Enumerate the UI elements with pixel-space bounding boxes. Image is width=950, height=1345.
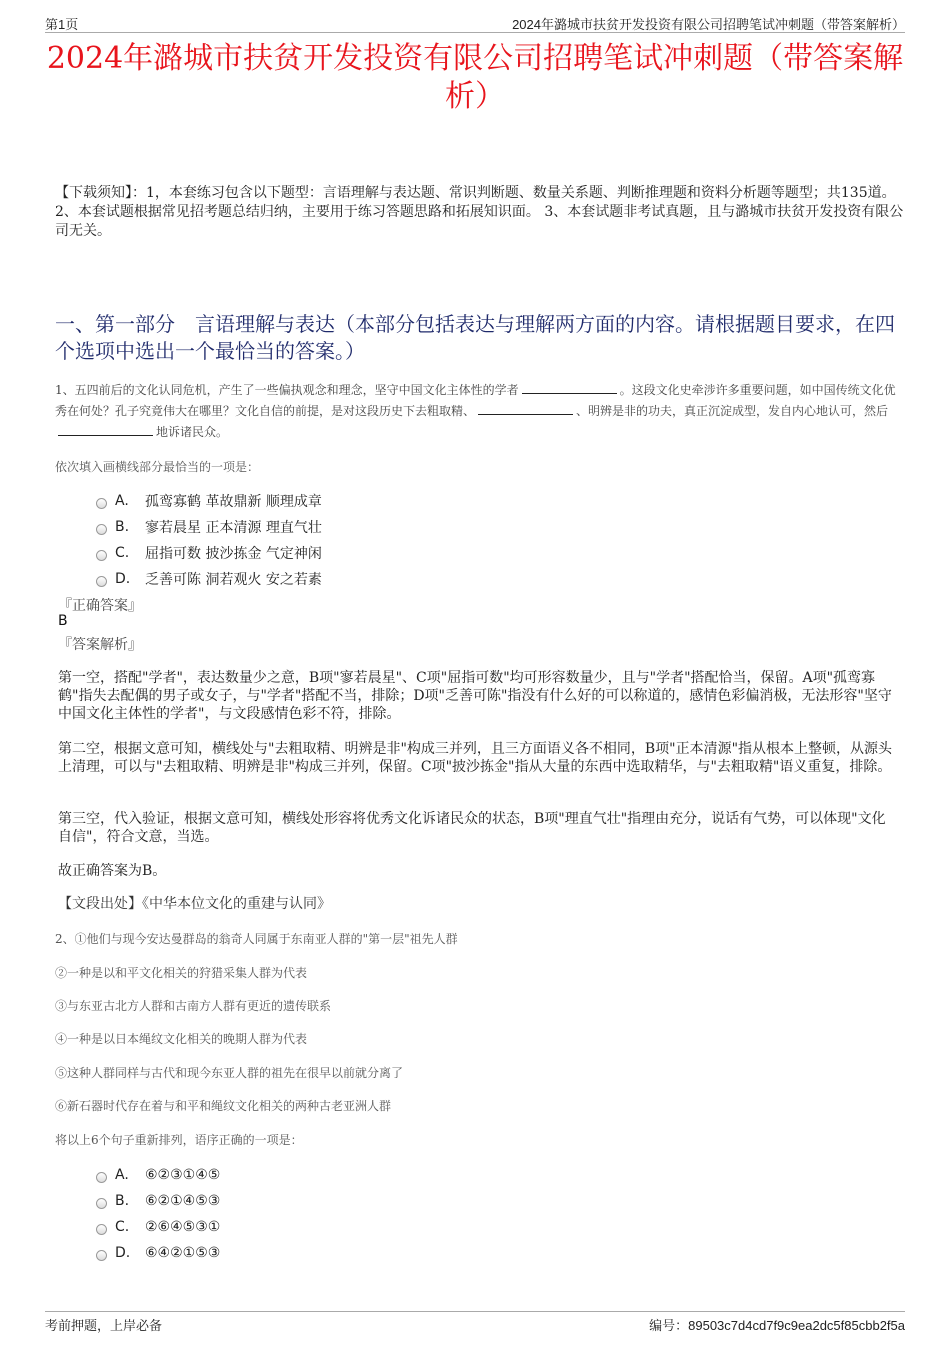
- page-header: [45, 12, 905, 33]
- answer-analysis-label: 『答案解析』: [58, 637, 142, 653]
- section-heading: 一、第一部分 言语理解与表达（本部分包括表达与理解两方面的内容。请根据题目要求，在四个选项中选出一个最恰当的答案。）: [55, 312, 895, 363]
- option-text: 屈指可数 披沙拣金 气定神闲: [145, 546, 322, 562]
- option-text: 乏善可陈 洞若观火 安之若素: [145, 572, 322, 588]
- radio-button[interactable]: [96, 498, 107, 509]
- question-2-prompt: 将以上6个句子重新排列，语序正确的一项是：: [55, 1133, 303, 1147]
- option-a[interactable]: [96, 1162, 220, 1188]
- option-text: ⑥②③①④⑤: [145, 1167, 221, 1183]
- question-1-text-part: 。这段文化史牵涉许多重要问题，如中国传统文化优秀在何处？孔子究竟伟大在哪里？文化自信的前提，是对这段历史下去粗取精、: [55, 383, 896, 418]
- option-letter: A.: [115, 493, 129, 509]
- option-letter: C.: [115, 1219, 130, 1235]
- option-d[interactable]: [96, 1240, 220, 1266]
- radio-button[interactable]: [96, 550, 107, 561]
- question-1-text-part: 、明辨是非的功夫，真正沉淀成型，发自内心地认可，然后: [576, 404, 889, 418]
- download-notice: 【下载须知】：1，本套练习包含以下题型：言语理解与表达题、常识判断题、数量关系题、判断推理题和资料分析题等题型；共135道。 2、本套试题根据常见招考题总结归纳，主要用于练习答题思路和拓展知识面。 3、本套试题非考试真题，且与潞城市扶贫开发投资有限公司无关。: [55, 185, 904, 239]
- option-b[interactable]: [96, 514, 322, 540]
- page-footer: [45, 1311, 905, 1334]
- analysis-paragraph-2: 第二空，根据文意可知，横线处与"去粗取精、明辨是非"构成三并列，且三方面语义各不相同，B项"正本清源"指从根本上整顿，从源头上清理，可以与"去粗取精、明辨是非"构成三并列，保留。C项"披沙拣金"指从大量的东西中选取精华，与"去粗取精"语义重复，排除。: [58, 741, 893, 775]
- option-letter: D.: [115, 571, 131, 587]
- header-doc-title: 2024年潞城市扶贫开发投资有限公司招聘笔试冲刺题（带答案解析）: [512, 17, 905, 32]
- question-1-text-part: 地诉诸民众。: [156, 425, 229, 439]
- option-letter: C.: [115, 545, 130, 561]
- option-d[interactable]: [96, 566, 322, 592]
- radio-button[interactable]: [96, 1250, 107, 1261]
- question-2-options: [96, 1162, 220, 1266]
- footer-serial-number: 编号：89503c7d4cd7f9c9ea2dc5f85cbb2f5a: [649, 1318, 905, 1333]
- option-letter: D.: [115, 1245, 131, 1261]
- option-text: 孤鸾寡鹤 革故鼎新 顺理成章: [145, 494, 322, 510]
- option-a[interactable]: [96, 488, 322, 514]
- analysis-paragraph-3: 第三空，代入验证，根据文意可知，横线处形容将优秀文化诉诸民众的状态，B项"理直气壮"指理由充分，说话有气势，可以体现"文化自信"，符合文意，当选。: [58, 811, 886, 845]
- radio-button[interactable]: [96, 576, 107, 587]
- document-title: 2024年潞城市扶贫开发投资有限公司招聘笔试冲刺题（带答案解析）: [46, 41, 904, 114]
- question-1-options: [96, 488, 322, 592]
- option-text: ②⑥④⑤③①: [145, 1219, 221, 1235]
- option-letter: A.: [115, 1167, 129, 1183]
- option-c[interactable]: [96, 1214, 220, 1240]
- option-c[interactable]: [96, 540, 322, 566]
- correct-answer: B: [58, 613, 68, 629]
- question-1-text: [55, 380, 905, 443]
- question-1-prompt: 依次填入画横线部分最恰当的一项是：: [55, 460, 260, 474]
- option-b[interactable]: [96, 1188, 220, 1214]
- option-text: ⑥②①④⑤③: [145, 1193, 221, 1209]
- option-letter: B.: [115, 1193, 130, 1209]
- radio-button[interactable]: [96, 1224, 107, 1235]
- question-2-sentence: ②一种是以和平文化相关的狩猎采集人群为代表: [55, 966, 308, 980]
- footer-slogan: 考前押题，上岸必备: [45, 1318, 163, 1333]
- option-text: ⑥④②①⑤③: [145, 1245, 221, 1261]
- analysis-conclusion: 故正确答案为B。: [58, 863, 167, 879]
- option-text: 寥若晨星 正本清源 理直气壮: [145, 520, 322, 536]
- question-2-sentence: ③与东亚古北方人群和古南方人群有更近的遗传联系: [55, 999, 332, 1013]
- radio-button[interactable]: [96, 524, 107, 535]
- question-1-text-part: 1、五四前后的文化认同危机，产生了一些偏执观念和理念，坚守中国文化主体性的学者: [55, 383, 519, 397]
- page-number: 第1页: [45, 17, 79, 32]
- question-2-sentence: 2、①他们与现今安达曼群岛的翁奇人同属于东南亚人群的"第一层"祖先人群: [55, 932, 458, 946]
- question-2-sentence: ⑤这种人群同样与古代和现今东亚人群的祖先在很早以前就分离了: [55, 1066, 404, 1080]
- fill-blank-1: [522, 381, 617, 394]
- analysis-paragraph-1: 第一空，搭配"学者"，表达数量少之意，B项"寥若晨星"、C项"屈指可数"均可形容数量少，且与"学者"搭配恰当，保留。A项"孤鸾寡鹤"指失去配偶的男子或女子，与"学者"搭配不当，排除；D项"乏善可陈"指没有什么好的可以称道的，感情色彩偏消极，无法形容"坚守中国文化主体性的学者"，与文段感情色彩不符，排除。: [58, 670, 892, 722]
- radio-button[interactable]: [96, 1198, 107, 1209]
- fill-blank-2: [478, 402, 573, 415]
- fill-blank-3: [58, 423, 153, 436]
- passage-source: 【文段出处】《中华本位文化的重建与认同》: [58, 896, 331, 912]
- question-2-sentence: ④一种是以日本绳纹文化相关的晚期人群为代表: [55, 1032, 308, 1046]
- option-letter: B.: [115, 519, 130, 535]
- radio-button[interactable]: [96, 1172, 107, 1183]
- correct-answer-label: 『正确答案』: [58, 598, 142, 614]
- question-2-sentence: ⑥新石器时代存在着与和平和绳纹文化相关的两种古老亚洲人群: [55, 1099, 392, 1113]
